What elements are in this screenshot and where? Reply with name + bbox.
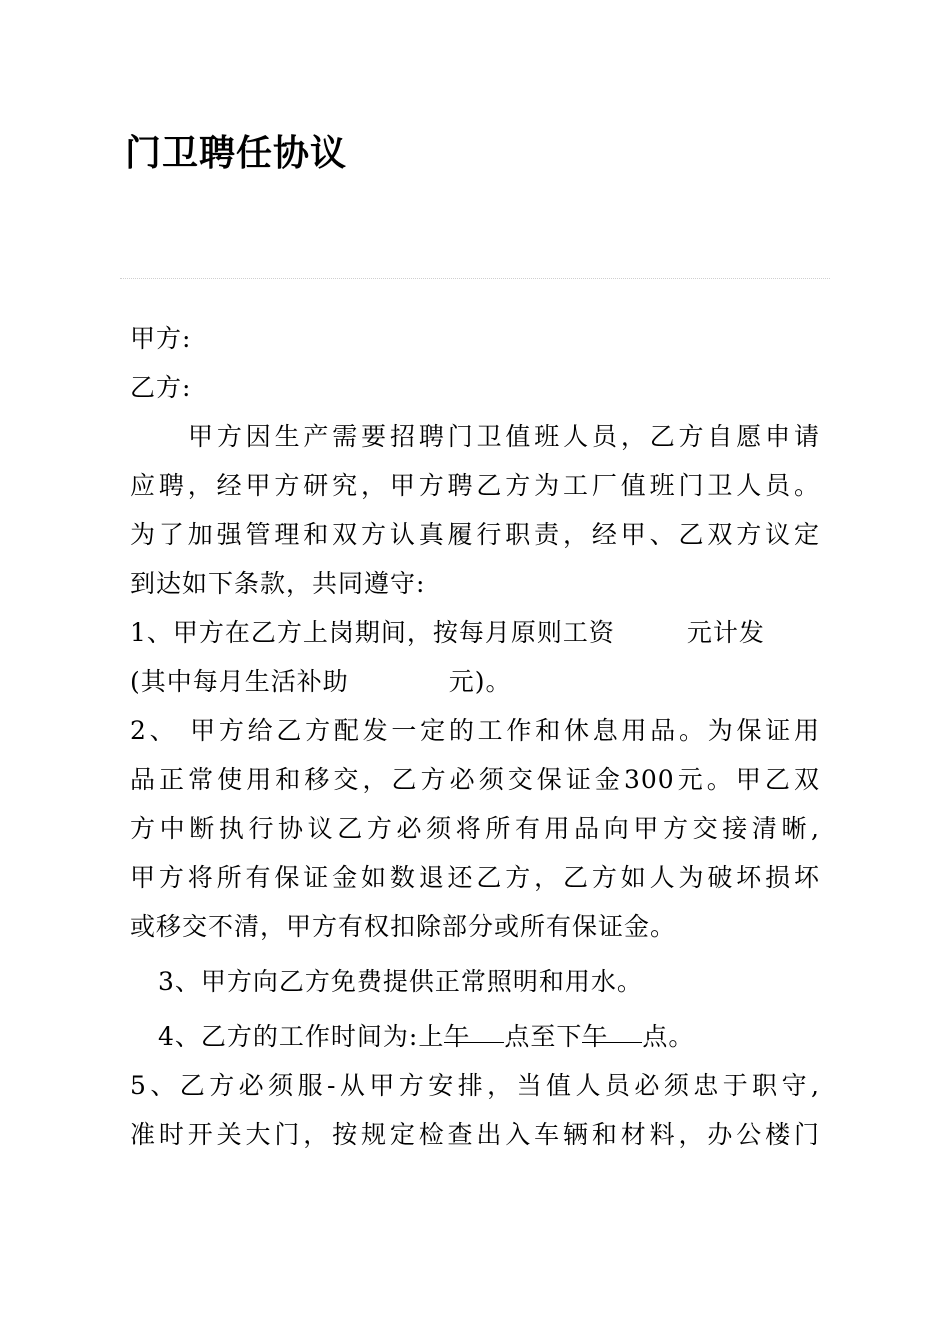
intro-line-1: 甲方因生产需要招聘门卫值班人员，乙方自愿申请 bbox=[188, 422, 820, 451]
clause-1-line-1 bbox=[130, 608, 820, 657]
clause-5-line-1: 5、乙方必须服-从甲方安排，当值人员必须忠于职守, bbox=[130, 1071, 820, 1100]
clause-1-text-a: 1、甲方在乙方上岗期间，按每月原则工资 bbox=[130, 618, 615, 647]
intro-line-3: 为了加强管理和双方认真履行职责，经甲、乙双方议定 bbox=[130, 520, 820, 549]
party-b-label: 乙方: bbox=[130, 373, 192, 402]
party-a-label: 甲方: bbox=[130, 324, 192, 353]
intro-line-4: 到达如下条款，共同遵守: bbox=[130, 569, 426, 598]
clause-2-line-2: 品正常使用和移交，乙方必须交保证金300元。甲乙双 bbox=[130, 765, 820, 794]
clause-2-line-4: 甲方将所有保证金如数退还乙方，乙方如人为破坏损坏 bbox=[130, 863, 820, 892]
start-time-blank: 午 bbox=[444, 1012, 504, 1043]
clause-1-text-b: 元计发 bbox=[686, 618, 765, 647]
clause-4-text-b: 点至下 bbox=[504, 1022, 583, 1051]
intro-line-2: 应聘，经甲方研究，甲方聘乙方为工厂值班门卫人员。 bbox=[130, 471, 820, 500]
clause-4 bbox=[130, 1012, 820, 1061]
clause-1-text-d: 元)。 bbox=[448, 667, 512, 696]
clause-2-line-1: 2、 甲方给乙方配发一定的工作和休息用品。为保证用 bbox=[130, 716, 820, 745]
clause-2-line-5: 或移交不清，甲方有权扣除部分或所有保证金。 bbox=[130, 912, 677, 941]
clause-1-line-2 bbox=[130, 657, 820, 706]
clause-5-line-2: 准时开关大门，按规定检查出入车辆和材料，办公楼门 bbox=[130, 1120, 820, 1149]
title-divider bbox=[120, 278, 830, 279]
clause-4-text-c: 点。 bbox=[642, 1022, 695, 1051]
clause-1-text-c: (其中每月生活补助 bbox=[130, 667, 349, 696]
document-title: 门卫聘任协议 bbox=[125, 133, 348, 174]
agreement-body bbox=[130, 314, 820, 1159]
clause-3: 3、甲方向乙方免费提供正常照明和用水。 bbox=[158, 967, 643, 996]
clause-2-line-3: 方中断执行协议乙方必须将所有用品向甲方交接清晰, bbox=[130, 814, 820, 843]
clause-4-text-a: 4、乙方的工作时间为:上 bbox=[158, 1022, 445, 1051]
end-time-blank: 午 bbox=[582, 1012, 642, 1043]
